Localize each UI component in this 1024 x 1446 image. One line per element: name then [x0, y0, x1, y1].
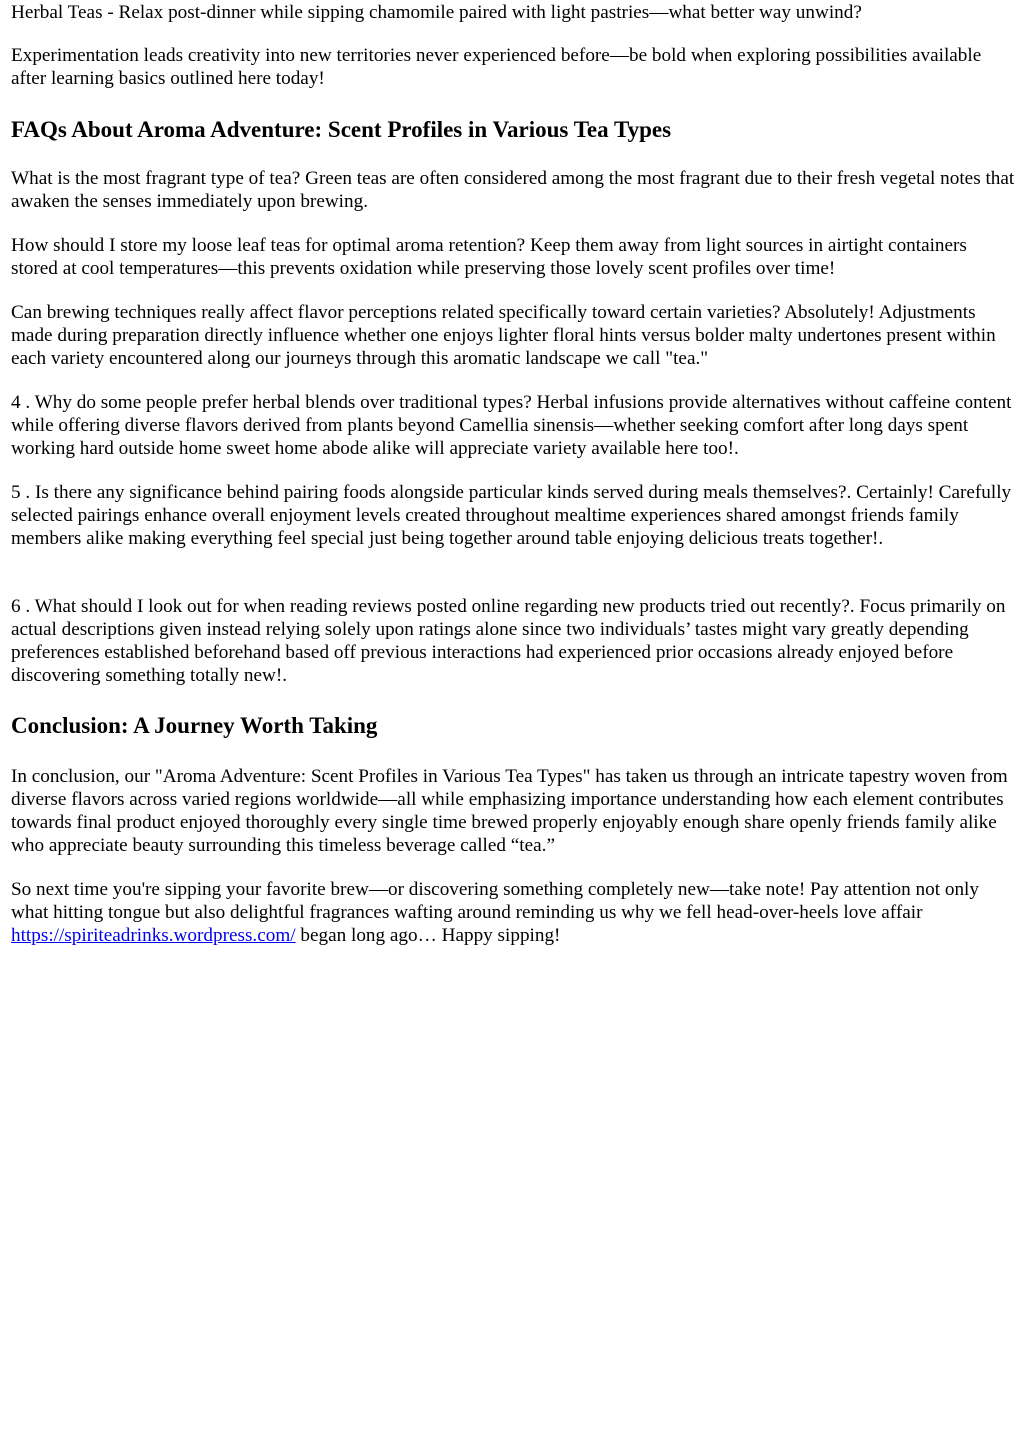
faq-item-5: 5 . Is there any significance behind pairing foods alongside particular kinds served during meals themselves?. Certainly! Carefully selected pairings enhance overall enjoyment levels created throughout mealtime experiences shared amongst friends family members alike making everything feel special just being together around table enjoying delicious treats together!.: [11, 482, 1012, 549]
closing-text-before-link: So next time you're sipping your favorite brew—or discovering something completely new—take note! Pay attention not only what hitting tongue but also delightful fragrances wafting around reminding us why we fell head-over-heels love affair: [11, 879, 979, 923]
faq-item-1: What is the most fragrant type of tea? Green teas are often considered among the most fragrant due to their fresh vegetal notes that awaken the senses immediately upon brewing.: [11, 168, 1015, 212]
conclusion-paragraph-1: In conclusion, our "Aroma Adventure: Scent Profiles in Various Tea Types" has taken us through an intricate tapestry woven from diverse flavors across varied regions worldwide—all while emphasizing importance understanding how each element contributes towards final product enjoyed thoroughly every single time brewed properly enjoyably enough share openly friends family alike who appreciate beauty surrounding this timeless beverage called “tea.”: [11, 766, 1008, 856]
spiritea-drinks-link[interactable]: https://spiriteadrinks.wordpress.com/: [11, 925, 296, 946]
experimentation-paragraph: Experimentation leads creativity into new territories never experienced before—be bold when exploring possibilities available after learning basics outlined here today!: [11, 45, 982, 89]
herbal-teas-line: Herbal Teas - Relax post-dinner while sipping chamomile paired with light pastries—what better way unwind?: [11, 2, 862, 23]
conclusion-heading: Conclusion: A Journey Worth Taking: [11, 713, 378, 738]
closing-text-after-link: began long ago… Happy sipping!: [295, 925, 561, 946]
faq-item-2: How should I store my loose leaf teas for optimal aroma retention? Keep them away from light sources in airtight containers stored at cool temperatures—this prevents oxidation while preserving those lovely scent profiles over time!: [11, 235, 967, 279]
conclusion-paragraph-2: [11, 878, 1016, 947]
faq-item-6: 6 . What should I look out for when reading reviews posted online regarding new products tried out recently?. Focus primarily on actual descriptions given instead relying solely upon ratings alone since two individuals’ tastes might vary greatly depending preferences established beforehand based off previous interactions had experienced prior occasions already enjoyed before discovering something totally new!.: [11, 596, 1006, 686]
faq-item-3: Can brewing techniques really affect flavor perceptions related specifically toward certain varieties? Absolutely! Adjustments made during preparation directly influence whether one enjoys lighter floral hints versus bolder malty undertones present within each variety encountered along our journeys through this aromatic landscape we call "tea.": [11, 302, 996, 369]
faq-item-4: 4 . Why do some people prefer herbal blends over traditional types? Herbal infusions provide alternatives without caffeine content while offering diverse flavors derived from plants beyond Camellia sinensis—whether seeking comfort after long days spent working hard outside home sweet home abode alike will appreciate variety available here too!.: [11, 392, 1012, 459]
faq-heading: FAQs About Aroma Adventure: Scent Profiles in Various Tea Types: [11, 117, 672, 142]
